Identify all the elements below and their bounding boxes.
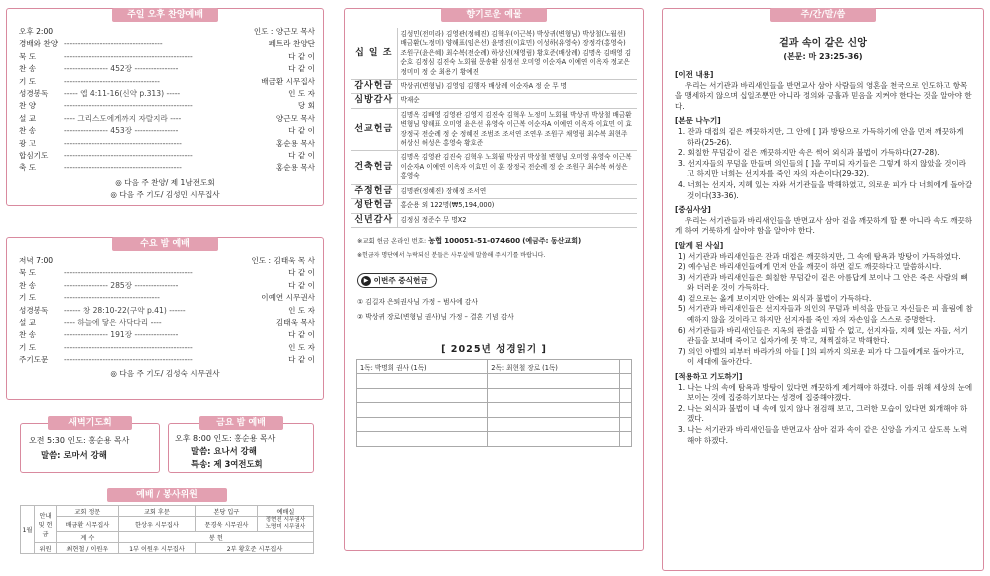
order-leader: 페트라 찬양단 (268, 39, 315, 49)
order-label: 경배와 찬양 (19, 39, 59, 49)
order-detail: ------------------------------------------- (64, 138, 182, 148)
reading-cell (357, 374, 488, 389)
service-cell: 위원 (35, 543, 57, 554)
order-detail (64, 255, 251, 267)
weekly-offering-tag (357, 273, 437, 288)
order-row (19, 51, 315, 63)
offering-names: 김정심 정준수 무 명X2 (397, 213, 637, 227)
sermon-heading: 겉과 속이 같은 신앙 (779, 38, 867, 49)
section-paragraph: 우리는 서기관과 바리새인들을 반면교사 삼아 사람들의 영혼을 천국으로 인도하고 항목을 맹세하지 않으며 십일조뿐만 아니라 정의와 긍휼과 믿음을 지켜야 한다는 것을 알아야 한다. (675, 80, 972, 111)
order-detail: ----- 엡 4:11-16(신약 p.313) ----- (64, 88, 181, 98)
offering-names: 박재순 (397, 94, 637, 108)
order-detail: ---------------- 453장 ---------------- (64, 126, 179, 136)
reading-cell: 1독: 박명희 권사 (1독) (357, 359, 488, 374)
weekly-offering-item: ① 김길자 은퇴권사님 가정 – 범사에 감사 (357, 297, 478, 306)
reading-cell (357, 432, 488, 447)
offering-title: 향기로운 예물 (441, 8, 547, 22)
order-leader: 홍순용 목사 (275, 138, 315, 148)
order-leader: 홍순용 목사 (275, 163, 315, 173)
service-cell: 정현진 시무권사 노명미 시무권사 (257, 517, 313, 532)
order-row (19, 329, 315, 341)
order-detail: ------ 창 28:10-22(구약 p.41) ------ (64, 305, 186, 315)
service-cell: 문경욱 시무권사 (196, 517, 258, 532)
offering-names: 김명옥 김영관 김진숙 김혁우 노회월 박상귀 박상철 변형님 오미영 유영숙 이근복 이순자A 이예연 이옥자 이효민 이 훈 장정국 전순례 정 순 조원구 최수복 허성은 홍영숙 (397, 151, 637, 184)
order-leader: 다 같 이 (288, 64, 315, 74)
order-label: 합심기도 (19, 150, 49, 160)
service-cell: 계 수 (57, 532, 119, 543)
order-row (19, 354, 315, 366)
offering-category: 성탄헌금 (351, 199, 397, 213)
numbered-item: 3. 나는 서기관과 바리새인들을 반면교사 삼아 겉과 속이 같은 신앙을 가지고 살도록 노력해야 하겠다. (678, 425, 968, 445)
tag-bullet-icon: ▶ (361, 276, 371, 286)
numbered-item: 2) 예수님은 바리새인들에게 먼저 안을 깨끗이 하면 겉도 깨끗하다고 말씀하시다. (678, 262, 942, 272)
order-detail: ------------------------------------ (64, 39, 163, 49)
offering-row (351, 151, 637, 184)
order-row (19, 88, 315, 100)
order-label: 축 도 (19, 163, 37, 173)
order-detail: ----------------------------------- (64, 76, 160, 86)
friday-line3: 특송: 제 3여전도회 (191, 459, 263, 469)
order-detail (64, 26, 254, 38)
numbered-item: 4) 겉으로는 옳게 보이지만 안에는 외식과 불법이 가득하다. (678, 293, 872, 303)
service-table (20, 505, 314, 554)
service-cell: 2부 황호준 시무집사 (196, 543, 314, 554)
order-detail: ----------------------------------------------- (64, 101, 193, 111)
order-leader: 다 같 이 (288, 126, 315, 136)
reading-cell (488, 417, 619, 432)
dawn-line1: 오전 5:30 인도: 홍순용 목사 (29, 436, 130, 445)
reading-cell (619, 388, 632, 403)
order-leader: 이예연 시무권사 (261, 293, 315, 303)
order-leader: 다 같 이 (288, 280, 315, 290)
numbered-item: 6) 서기관들과 바리새인들은 지옥의 판결을 피할 수 없고, 선지자들, 지혜 있는 자들, 서기관들을 보내매 죽이고 십자가에 못 박고, 채찍질하고 박해한다. (678, 325, 968, 346)
account-note: ※헌금자 명단에서 누락되신 분들은 사무실에 말씀해 주시기를 바랍니다. (357, 251, 546, 259)
order-row (19, 138, 315, 150)
sunday-worship-panel (6, 8, 324, 206)
service-cell: 교회 정문 (57, 506, 119, 517)
wednesday-order-list (7, 251, 323, 367)
weekly-offering-item: ② 박상귀 장로(변형님 권사)님 가정 – 결혼 기념 감사 (357, 312, 514, 321)
order-leader: 배금환 시무집사 (261, 76, 315, 86)
service-title: 예배 / 봉사위원 (107, 488, 227, 502)
reading-cell (357, 388, 488, 403)
offering-row (351, 28, 637, 80)
account-holder: (예금주: 동산교회) (522, 236, 582, 245)
service-cell: 안내 및 헌금 (35, 506, 57, 543)
order-label: 오후 2:00 (19, 27, 54, 36)
offering-names: 김명관(정혜진) 장해정 조서연 (397, 184, 637, 198)
numbered-item: 4. 너희는 선지자, 지혜 있는 자와 서기관들을 박해하였고, 의로운 피가 다 너희에게 돌아갈 것이다(33-36). (678, 179, 973, 200)
numbered-item: 2. 나는 외식과 불법이 내 속에 있지 않나 점검해 보고, 그러한 모습이 있다면 회개해야 하겠다. (678, 403, 968, 424)
offering-category: 십 일 조 (351, 28, 397, 80)
numbered-item: 2. 회칠한 무덤같이 겉은 깨끗하지만 속은 썩어 외식과 불법이 가득하다(27-28). (678, 148, 940, 158)
reading-cell: 2독: 최현철 장로 (1독) (488, 359, 619, 374)
order-row (19, 63, 315, 75)
reading-cell (488, 388, 619, 403)
numbered-item: 5) 서기관과 바리새인들은 선지자들과 의인의 무덤과 비석을 만들고 자신들은 피 흘림에 참예하지 않을 것이라고 하지만 선지자를 죽인 자의 자손임을 스스로 증명한다. (678, 304, 973, 325)
order-leader: 인 도 자 (288, 88, 315, 98)
order-row (19, 267, 315, 279)
account-label: ※교회 헌금 온라인 번호: (357, 236, 427, 245)
offering-names: 홍순용 외 122명(₩5,194,000) (397, 199, 637, 213)
order-detail: ------------------------------------------- (64, 163, 182, 173)
order-row (19, 292, 315, 304)
wednesday-title: 수요 밤 예배 (112, 237, 218, 251)
order-detail: ----------------------------------------------- (64, 355, 193, 365)
order-label: 성경봉독 (19, 305, 49, 315)
order-label: 기 도 (19, 76, 37, 86)
order-label: 찬 송 (19, 126, 37, 136)
wednesday-notes (7, 368, 323, 380)
order-detail: ----------------------------------------------- (64, 150, 193, 160)
section-heading: [적용하고 기도하기] (675, 372, 743, 382)
service-cell: 봉 헌 (118, 532, 313, 543)
sermon-subheading: (본문: 마 23:25-36) (783, 52, 863, 61)
offering-row (351, 199, 637, 213)
service-committee-box (20, 488, 314, 568)
reading-cell (357, 417, 488, 432)
order-detail: ----------------------------------- (64, 293, 160, 303)
order-row (19, 26, 315, 38)
order-row (19, 162, 315, 174)
order-detail: ---- 그리스도에게까지 자랄지라 ---- (64, 113, 182, 123)
section-heading: [중심사상] (675, 205, 711, 215)
service-cell: 본당 입구 (196, 506, 258, 517)
offering-category: 신년감사 (351, 213, 397, 227)
reading-title: [ 2025년 성경읽기 ] (441, 343, 547, 355)
offering-category: 감사헌금 (351, 80, 397, 94)
order-row (19, 150, 315, 162)
offering-names: 김명옥 김배영 김영관 김영지 김진숙 김혁우 노정미 노회월 박상귀 박상철 배금환 변형님 양해표 오미영 윤은선 유영숙 이근복 이순자A 이예연 이옥자 이효민 이 효 장정국 전순례 정 순 정혜진 조범조 조서연 조연우 조원구 채영림 최수복 최현주 허상신 허성은 홍영숙 황호준 (397, 108, 637, 151)
order-leader: 다 같 이 (288, 150, 315, 160)
service-cell: 배금환 시무집사 (57, 517, 119, 532)
service-cell: 교회 후문 (118, 506, 195, 517)
account-bank: 농협 (428, 235, 443, 245)
order-leader: 다 같 이 (288, 355, 315, 365)
order-label: 기 도 (19, 342, 37, 352)
offering-category: 주정헌금 (351, 184, 397, 198)
offering-panel (344, 8, 644, 551)
section-heading: [본문 나누기] (675, 116, 721, 126)
numbered-item: 1. 잔과 대접의 겉은 깨끗하지만, 그 안에 [ ]과 방탕으로 가득하기에 안을 먼저 깨끗하게 하라(25-26). (678, 126, 964, 147)
order-leader: 당 회 (297, 101, 315, 111)
order-leader: 양근모 목사 (275, 113, 315, 123)
order-label: 찬 양 (19, 101, 37, 111)
order-detail: ---- 하늘에 닿은 사닥다리 ---- (64, 317, 162, 327)
sunday-order-list (7, 22, 323, 175)
reading-cell (488, 374, 619, 389)
offering-category: 건축헌금 (351, 151, 397, 184)
order-label: 설 교 (19, 113, 37, 123)
offering-row (351, 184, 637, 198)
wednesday-worship-panel (6, 237, 324, 400)
order-leader: 다 같 이 (288, 51, 315, 61)
order-row (19, 342, 315, 354)
sunday-notes (7, 177, 323, 201)
order-label: 설 교 (19, 317, 37, 327)
offering-names: 김성민(전미라) 김영관(정혜진) 김혁우(이근복) 박상귀(변형님) 박상철(노월선) 배금환(노정미) 양해표(임은선) 윤명진(이효민) 이성하(유영숙) 장정각(홍영숙) 조원구(윤은혜) 최수복(전순례) 하상신(채영림) 황호준(배상례) 김명옥 김배영 김순호 김정심 김진숙 노회월 문송환 심정선 오미영 이순자A 이예연 이옥자 정교은 정미미 정 순 최용기 황예진 (397, 28, 637, 80)
section-paragraph: 우리는 서기관들과 바리새인들을 반면교사 삼아 겉을 깨끗하게 할 뿐 아니라 속도 깨끗하게 하여 거룩하게 살아야 함을 알아야 한다. (675, 215, 973, 236)
dawn-prayer-box (20, 418, 160, 473)
order-label: 기 도 (19, 293, 37, 303)
order-label: 찬 송 (19, 64, 37, 74)
order-row (19, 255, 315, 267)
reading-table (356, 359, 632, 447)
order-detail: ---------------- 191장 ---------------- (64, 330, 179, 340)
friday-title: 금요 밤 예배 (199, 416, 283, 430)
offering-category: 선교헌금 (351, 108, 397, 151)
offering-row (351, 213, 637, 227)
friday-worship-box (168, 418, 314, 473)
weekly-word-panel (662, 8, 984, 571)
order-detail: ----------------------------------------------- (64, 342, 193, 352)
sunday-title: 주일 오후 찬양예배 (112, 8, 218, 22)
dawn-line2: 말씀: 로마서 강해 (41, 450, 107, 460)
reading-cell (619, 403, 632, 418)
section-heading: [알게 된 사실] (675, 240, 724, 250)
order-label: 성경봉독 (19, 88, 49, 98)
word-title: 주/간/말/씀 (770, 8, 876, 22)
offering-names: 박상귀(변형님) 김영임 김행자 배상례 이순자A 정 순 무 명 (397, 80, 637, 94)
order-label: 묵 도 (19, 268, 37, 278)
order-row (19, 38, 315, 50)
order-leader: 다 같 이 (288, 268, 315, 278)
numbered-item: 1) 서기관과 바리새인들은 잔과 대접은 깨끗하지만, 그 속에 탐욕과 방탕이 가득하였다. (678, 251, 961, 261)
order-row (19, 305, 315, 317)
friday-line1: 오후 8:00 인도: 홍순용 목사 (175, 434, 276, 443)
order-row (19, 317, 315, 329)
section-heading: [이전 내용] (675, 70, 714, 79)
account-line (357, 236, 643, 246)
reading-cell (619, 359, 632, 374)
service-cell: 예배실 (257, 506, 313, 517)
next-week-note: ◎ 다음 주 찬양/ 제 1남전도회 (115, 177, 215, 187)
dawn-title: 새벽기도회 (48, 416, 132, 430)
reading-cell (357, 403, 488, 418)
sermon-body (663, 62, 983, 446)
numbered-item: 7) 의인 아벨의 피부터 바라가의 아들 [ ]의 피까지 의로운 피가 다 그들에게로 돌아가고, 이 세대에 돌아간다. (678, 346, 965, 367)
service-cell: 최현철 / 이원우 (57, 543, 119, 554)
numbered-item: 3. 선지자들의 무덤을 만들며 의인들의 [ ]을 꾸미되 자기들은 그렇게 하지 않았을 것이라고 하지만 너희는 선지자를 죽인 자의 자손이다(29-32). (678, 158, 966, 179)
order-leader: 인 도 자 (288, 305, 315, 315)
order-label: 광 고 (19, 138, 37, 148)
numbered-item: 3) 서기관과 바리새인들은 회칠한 무덤같이 겉은 아름답게 보이나 그 안은 죽은 사람의 뼈와 더러운 것이 가득하다. (678, 272, 968, 293)
friday-line2: 말씀: 요나서 강해 (191, 446, 257, 456)
offering-row (351, 108, 637, 151)
offering-category: 심방감사 (351, 94, 397, 108)
order-leader: 김태욱 목사 (275, 317, 315, 327)
offering-row (351, 94, 637, 108)
order-leader: 인도 : 양근모 목사 (253, 27, 315, 36)
order-leader: 인도 : 김태욱 목 사 (251, 256, 315, 265)
order-leader: 인 도 자 (288, 342, 315, 352)
order-row (19, 76, 315, 88)
order-row (19, 280, 315, 292)
reading-cell (619, 432, 632, 447)
service-cell: 한상우 시무집사 (118, 517, 195, 532)
order-label: 주기도문 (19, 355, 49, 365)
order-row (19, 100, 315, 112)
order-label: 묵 도 (19, 51, 37, 61)
order-detail: ---------------- 452장 ---------------- (64, 64, 179, 74)
order-leader: 다 같 이 (288, 330, 315, 340)
service-cell: 1부 이원우 시무집사 (118, 543, 195, 554)
reading-cell (619, 374, 632, 389)
reading-cell (619, 417, 632, 432)
account-number: 100051-51-074600 (444, 235, 521, 245)
weekly-offering-title: 이번주 중식헌금 (373, 275, 428, 285)
next-week-note: ◎ 다음 주 기도/ 김성민 시무집사 (110, 189, 220, 199)
order-row (19, 113, 315, 125)
order-label: 찬 송 (19, 280, 37, 290)
reading-cell (488, 432, 619, 447)
service-month: 1월 (21, 506, 35, 554)
numbered-item: 1. 나는 나의 속에 탐욕과 방탕이 있다면 깨끗하게 제거해야 하겠다. 이를 위해 세상의 눈에 보이는 것에 집중하기보다는 성경에 집중해야겠다. (678, 382, 973, 403)
offering-table (351, 28, 637, 228)
order-label: 찬 송 (19, 330, 37, 340)
reading-cell (488, 403, 619, 418)
offering-row (351, 80, 637, 94)
order-detail: ---------------- 285장 ---------------- (64, 280, 179, 290)
next-week-note: ◎ 다음 주 기도/ 김성숙 시무권사 (110, 368, 220, 378)
order-detail: ----------------------------------------------- (64, 268, 193, 278)
order-detail: ----------------------------------------------- (64, 51, 193, 61)
order-label: 저녁 7:00 (19, 256, 54, 265)
order-row (19, 125, 315, 137)
